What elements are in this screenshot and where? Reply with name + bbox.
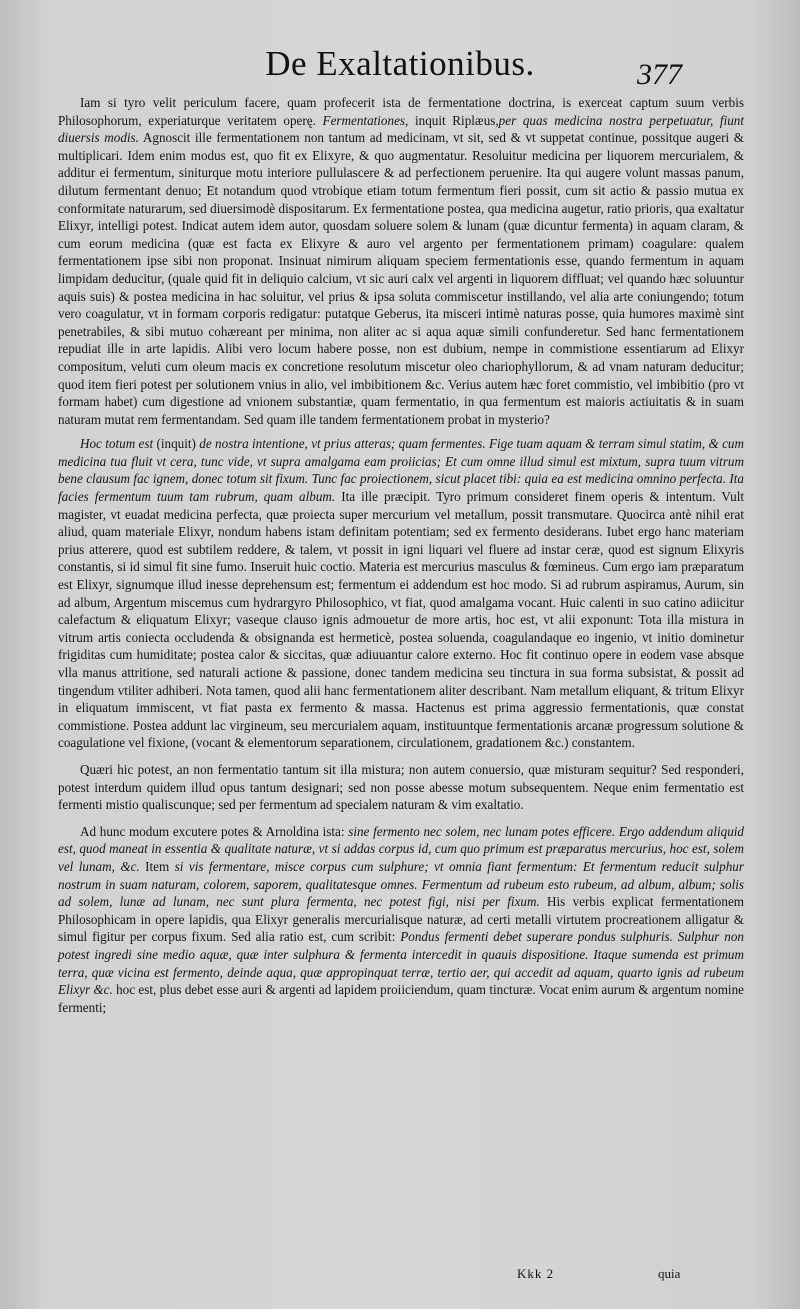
text-run: Agnoscit ille fermentationem non tantum ad medicinam, vt sit, sed & vt suppetat continue, possitque augeri & multiplicari. Idem enim modus est, quo fit ex Elixyre, & quo augmentatur. Resoluitur medicina per liquorem mercurialem, & additur ei fermentum, siniturque motu interiore pullulascere & ad perfectionem peruenire. Ita qui augere volunt massas panum, dilutum fermentant denuo; Et notandum quod vtrobique etiam totum fermentum fieri possit, cum sit actio & passio mutua ex conformitate naturarum, sed diuersimodè dispositarum. Ex fermentatione postea, qua medicina augetur, ratio prioris, qua exaltatur Elixyr, intelligi potest. Indicat autem idem autor, quosdam soluere solem & lunam (quæ dicuntur fermenta) in aquam claram, & cum eorum medicina (quæ est facta ex Elixyre & auro vel argento per fermentationem primam) coagulare: qualem fermentationem ipse sibi non proponat. Insinuat nimirum aliquam speciem fermentationis esse, quando fermentum in aquam limpidam deducitur, (quale quid fit in deliquio calcium, vt sic auri calx vel argenti in liquorem diffluat; vel quando hæc soluuntur aquis suis) & postea medicina in hac soluitur, vel prius & ipsa soluta commiscetur instillando, vel alia arte coniungendo; totum vero coagulatur, vt in formam corporis redigatur: putatque Geberus, ita misceri intimè naturas posse, quia humores maximè sint penetrabiles, & sibi mutuo cohæreant per minima, non aliter ac si aqua aquæ simili confunderetur. Sed hanc fermentationem repudiat ille in arte lapidis. Alibi vero locum habere posse, non est dubium, nempe in commistione essentiarum ad Elixyr compositum, veluti cum oleum macis ex concretione resolutum miscetur oleo chariophyllorum, & ad vnam naturam deducitur; quod item fieri potest per solutionem vnius in alio, vel imbibitionem &c. Verius autem hæc foret commistio, vel imbibitio (pro vt formam habet) cum digestione ad vnionem substantiæ, quam fermentatio, in qua fermentum est maioris actiuitatis & in suam naturam mutat rem fermentandam. Sed quam ille tandem fermentationem probat in mysterio?	[58, 130, 744, 427]
catchword: quia	[658, 1266, 681, 1281]
text-run: Ita ille præcipit. Tyro primum consideret finem operis & intentum. Vult magister, vt euadat medicina perfecta, quæ proiecta super mercurium vel metallum, possit transmutare. Quocirca antè nihil erat aliud, quam materiale Elixyr, nondum habens istam definitam potentiam; sed ex fermento desiderans. Iubet ergo hanc materiam prius atterere, quod est subtilem reddere, & talem, vt possit in igni liquari vel fluere ad instar ceræ, quod est signum Elixyris constantis, si id simul fit sine fumo. Inseruit huic coctio. Materia est mercurius masculus & fœmineus. Cum ergo iam præparatum est Elixyr, signumque illud inesse deprehensum est; fermentum ei addendum est hoc modo. Si ad rubrum aspiramus, Aurum, sin ad album, Argentum miscemus cum hydrargyro Philosophico, vt fiat, quod amalgama vocant. Huic calenti in suo catino adiicitur calefactum & eliquatum Elixyr; vaseque clauso ignis admouetur de more artis, hoc est, vt alii exponunt: Tota illa mistura in vitrum artis coniecta occludenda & obsignanda est hermeticè, postea soluenda, coagulandaque eo ingenio, vt initio dominetur frigiditas cum humiditate; postea calor & siccitas, quæ adiuuantur calore externo. Hoc fit continuo opere in eodem vase absque vlla manus attritione, sed naturali actione & passione, donec tandem medicina seu tinctura in sua forma subsistat, & possit ad tingendum vtiliter adhiberi. Nota tamen, quod alii hanc fermentationem aliter describant. Nam metallum eliquant, & tritum Elixyr in eliquatum immiscent, vt fiat pasta ex fermento & massa. Hactenus est prima aggressio fermentationis, quæ constat commistione. Postea addunt lac virgineum, seu mercurialem aquam, instituuntque fermentationis arcanæ progressum solutione & coagulatione vel fixione, (vocant & elementorum separationem, circulationem, gradationem &c.) constantem.	[58, 489, 744, 751]
italic-run: sine fermento nec solem, nec lunam potes efficere. Ergo addendum aliquid est, quod maneat in essentia & qualitate naturæ, vt si addas corpus id, cum quo primum est præparatus mercurius, hoc est, solem vel lunam, &c.	[58, 823, 744, 874]
page-footer	[0, 1266, 800, 1288]
italic-run: si vis fermentare, misce corpus cum sulphure; vt omnia fiant fermentum: Et fermentum reducit sulphur nostrum in suam naturam, colorem, saporem, qualitatesque omnes. Fermentum ad rubeum esto rubeum, ad album, album; solis ad solem, lunæ ad lunam, nec sunt plura fermenta, nec potest figi, nisi per fixum.	[58, 858, 744, 910]
text-run: Quæri hic potest, an non fermentatio tantum sit illa mistura; non autem conuersio, quæ misturam sequitur? Sed responderi, potest interdum quidem illud opus tantum designari; sed non posse abesse motum subsequentem. Neque enim fermentatio est fermenti mistio qualiscunque; sed per fermentum ad specialem naturam & vim exaltatio.	[58, 761, 744, 813]
text-run: Item	[139, 858, 175, 874]
signature-mark: Kkk 2	[517, 1266, 555, 1281]
paragraph-1	[58, 94, 744, 428]
running-title: De Exaltationibus.	[265, 44, 535, 83]
italic-run: per quas medicina nostra perpetuatur, fiunt diuersis modis.	[58, 112, 745, 146]
paragraph-3	[58, 761, 744, 814]
text-run: , inquit Riplæus,	[405, 112, 499, 128]
page-number: 377	[637, 58, 682, 91]
paragraph-2	[58, 435, 744, 752]
paragraph-4	[58, 823, 744, 1017]
italic-run: Fermentationes	[322, 112, 406, 128]
text-run: His verbis explicat fermentationem Philosophicam in opere lapidis, qua Elixyr generalis mercurialisque naturæ, ad certi metalli virtutem procreationem alligatur & simul figitur per corpus fixum. Sed alia ratio est, cum scribit:	[58, 894, 745, 945]
text-run: (inquit)	[153, 436, 200, 452]
text-run: Iam si tyro velit periculum facere, quam profecerit ista de fermentatione doctrina, is exerceat captum suum verbis Philosophorum, experiaturque veritatem operę.	[58, 95, 744, 128]
page-header	[0, 44, 800, 92]
body-text	[58, 94, 744, 1016]
text-run: Ad hunc modum excutere potes & Arnoldina ista:	[80, 823, 349, 839]
text-run: hoc est, plus debet esse auri & argenti ad lapidem proiiciendum, quam tincturæ. Vocat enim aurum & argentum nomine fermenti;	[58, 982, 744, 1015]
italic-run: Hoc totum est	[80, 436, 154, 452]
italic-run: de nostra intentione, vt prius atteras; quam fermentes. Fige tuam aquam & terram simul statim, & cum medicina tua fluit vt cera, tunc vide, vt supra amalgama eam proiicias; Et cum omne illud simul est mixtum, supra tuum vitrum bene clausum fac ignem, donec totum sit fixum. Tunc fac proiectionem, sicut placet tibi: quia ea est medicina omnino perfecta. Ita facies fermentum tuum tam rubrum, quam album.	[58, 436, 744, 505]
italic-run: Pondus fermenti debet superare pondus sulphuris. Sulphur non potest ingredi sine medio aquæ, quæ inter sulphura & fermenta intercedit in quauis dispositione. Itaque sumenda est primum terra, quæ vicina est fermento, deinde aqua, quæ appropinquat terræ, tertio aer, qui accedit ad aquam, quarto ignis ad rubeum Elixyr &c.	[58, 929, 745, 998]
